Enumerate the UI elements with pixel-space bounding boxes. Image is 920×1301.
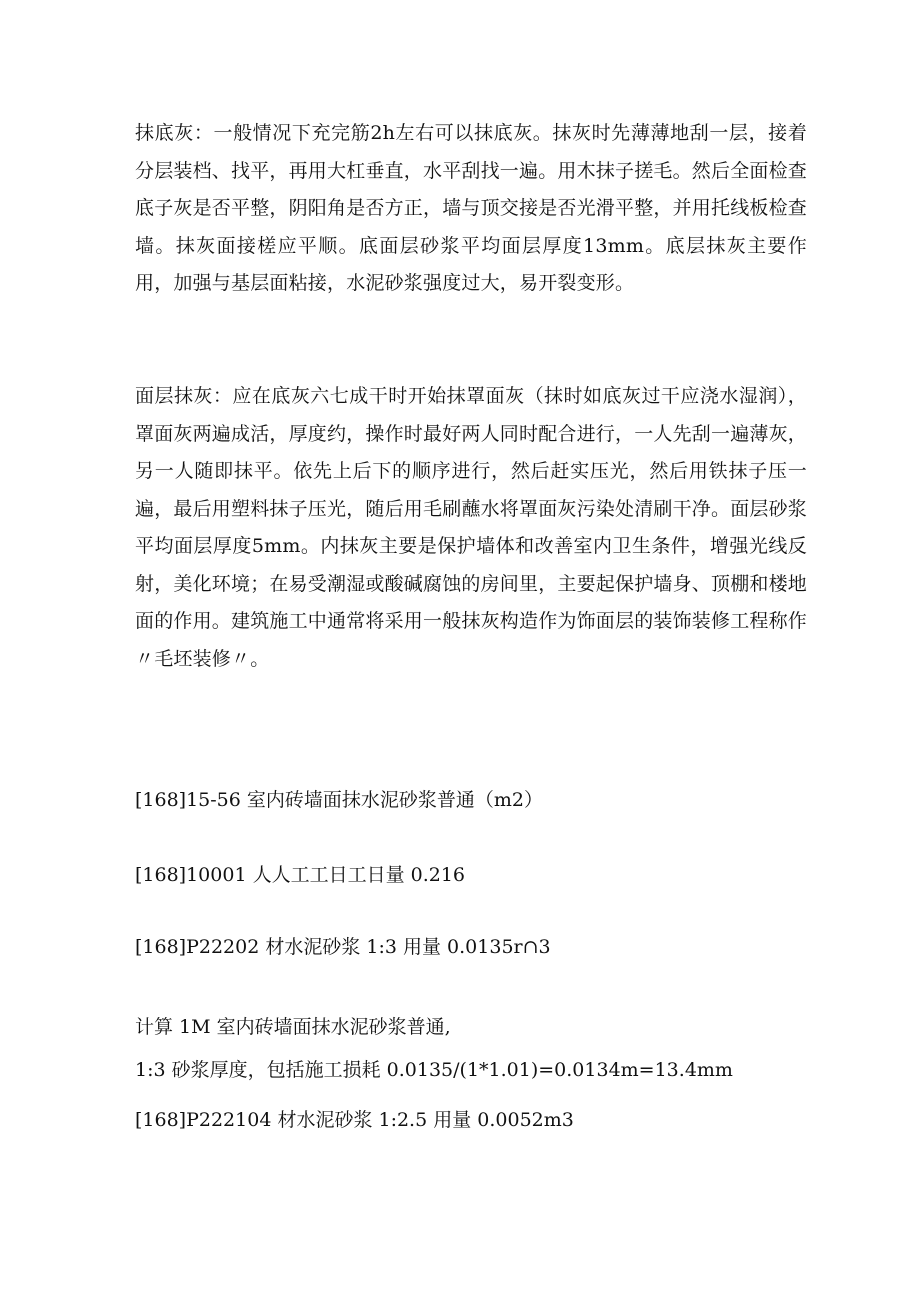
calculation-heading: 计算 1M 室内砖墙面抹水泥砂浆普通, <box>135 1016 451 1038</box>
quota-material-line: [168]P22202 材水泥砂浆 1:3 用量 0.0135r∩3 <box>135 936 551 958</box>
calculation-formula: 1:3 砂浆厚度，包括施工损耗 0.0135/(1*1.01)=0.0134m=13.4mm <box>135 1059 733 1081</box>
quota-labor-line: [168]10001 人人工工日工日量 0.216 <box>135 864 466 886</box>
paragraph-base-plastering: 抹底灰：一般情况下充完筋2h左右可以抹底灰。抹灰时先薄薄地刮一层，接着分层装档、找平，再用大杠垂直，水平刮找一遍。用木抹子搓毛。然后全面检查底子灰是否平整，阴阳角是否方正，墙与顶交接是否光滑平整，并用托线板检查墙。抹灰面接槎应平顺。底面层砂浆平均面层厚度13mm。底层抹灰主要作用，加强与基层面粘接，水泥砂浆强度过大，易开裂变形。 <box>135 122 808 294</box>
paragraph-finish-plastering: 面层抹灰：应在底灰六七成干时开始抹罩面灰（抹时如底灰过干应浇水湿润），罩面灰两遍成活，厚度约，操作时最好两人同时配合进行，一人先刮一遍薄灰，另一人随即抹平。依先上后下的顺序进行，然后赶实压光，然后用铁抹子压一遍，最后用塑料抹子压光，随后用毛刷蘸水将罩面灰污染处清刷干净。面层砂浆平均面层厚度5mm。内抹灰主要是保护墙体和改善室内卫生条件，增强光线反射，美化环境；在易受潮湿或酸碱腐蚀的房间里，主要起保护墙身、顶棚和楼地面的作用。建筑施工中通常将采用一般抹灰构造作为饰面层的装饰装修工程称作〃毛坯装修〃。 <box>135 385 808 670</box>
quota-material-line-2: [168]P222104 材水泥砂浆 1:2.5 用量 0.0052m3 <box>135 1109 574 1131</box>
quota-line-item: [168]15-56 室内砖墙面抹水泥砂浆普通（m2） <box>135 789 544 811</box>
